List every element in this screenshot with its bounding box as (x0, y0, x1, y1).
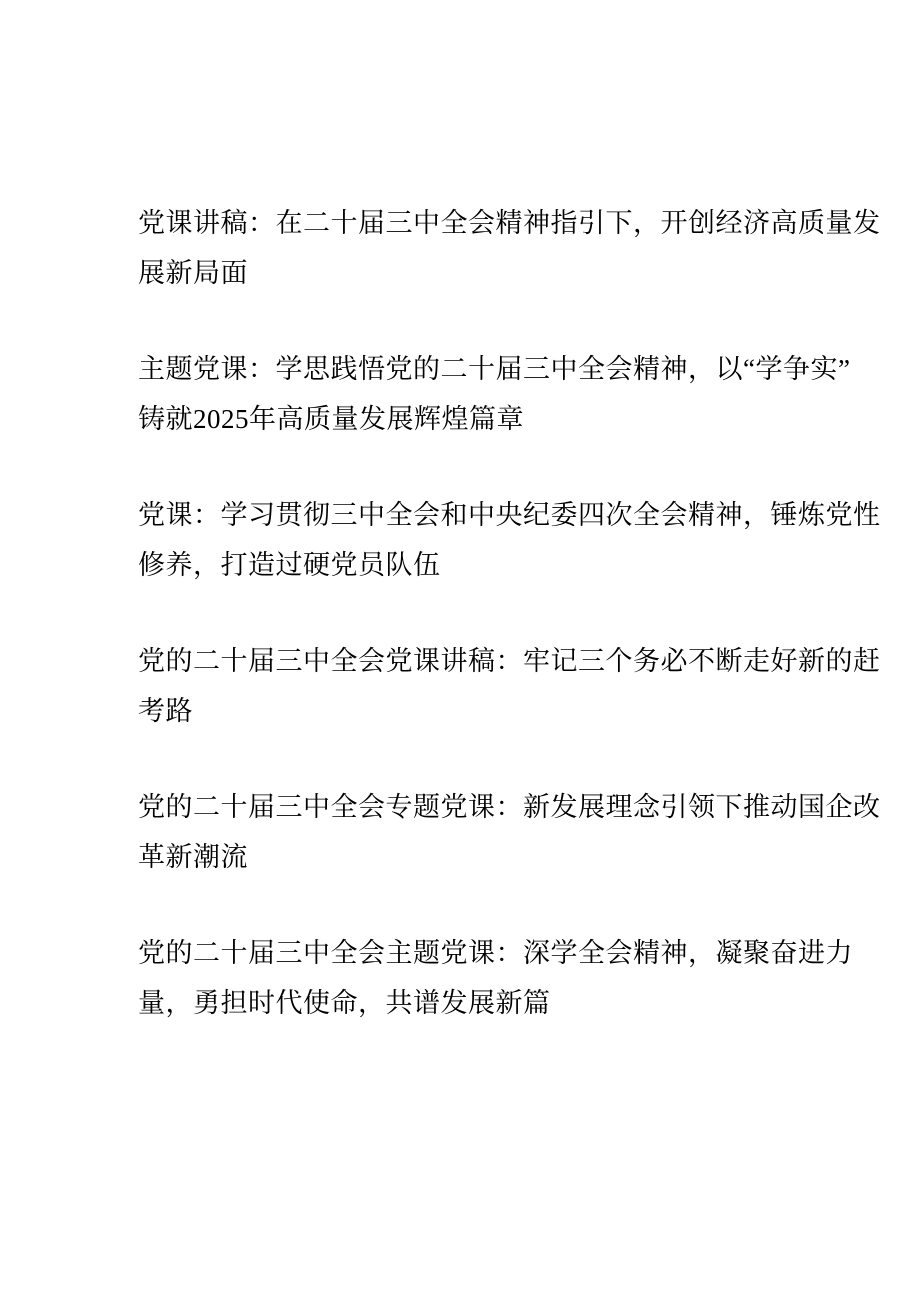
text-line: 主题党课：学思践悟党的二十届三中全会精神，以“学争实” (138, 354, 851, 384)
text-line: 考路 (138, 696, 193, 726)
text-line: 党课讲稿：在二十届三中全会精神指引下，开创经济高质量发 (138, 208, 881, 238)
text-line: 量，勇担时代使命，共谱发展新篇 (138, 988, 551, 1018)
text-line: 革新潮流 (138, 842, 248, 872)
text-line: 展新局面 (138, 258, 248, 288)
text-line: 党的二十届三中全会主题党课：深学全会精神，凝聚奋进力 (138, 938, 853, 968)
text-line: 修养，打造过硬党员队伍 (138, 550, 441, 580)
paragraph-lecture-title-5 (138, 782, 881, 882)
paragraph-lecture-title-1 (138, 198, 881, 298)
text-line: 铸就2025年高质量发展辉煌篇章 (138, 404, 524, 434)
paragraph-lecture-title-2 (138, 344, 851, 444)
paragraph-lecture-title-4 (138, 636, 881, 736)
text-line: 党的二十届三中全会专题党课：新发展理念引领下推动国企改 (138, 792, 881, 822)
paragraph-lecture-title-6 (138, 928, 853, 1028)
text-line: 党的二十届三中全会党课讲稿：牢记三个务必不断走好新的赶 (138, 646, 881, 676)
text-line: 党课：学习贯彻三中全会和中央纪委四次全会精神，锤炼党性 (138, 500, 881, 530)
paragraph-lecture-title-3 (138, 490, 881, 590)
